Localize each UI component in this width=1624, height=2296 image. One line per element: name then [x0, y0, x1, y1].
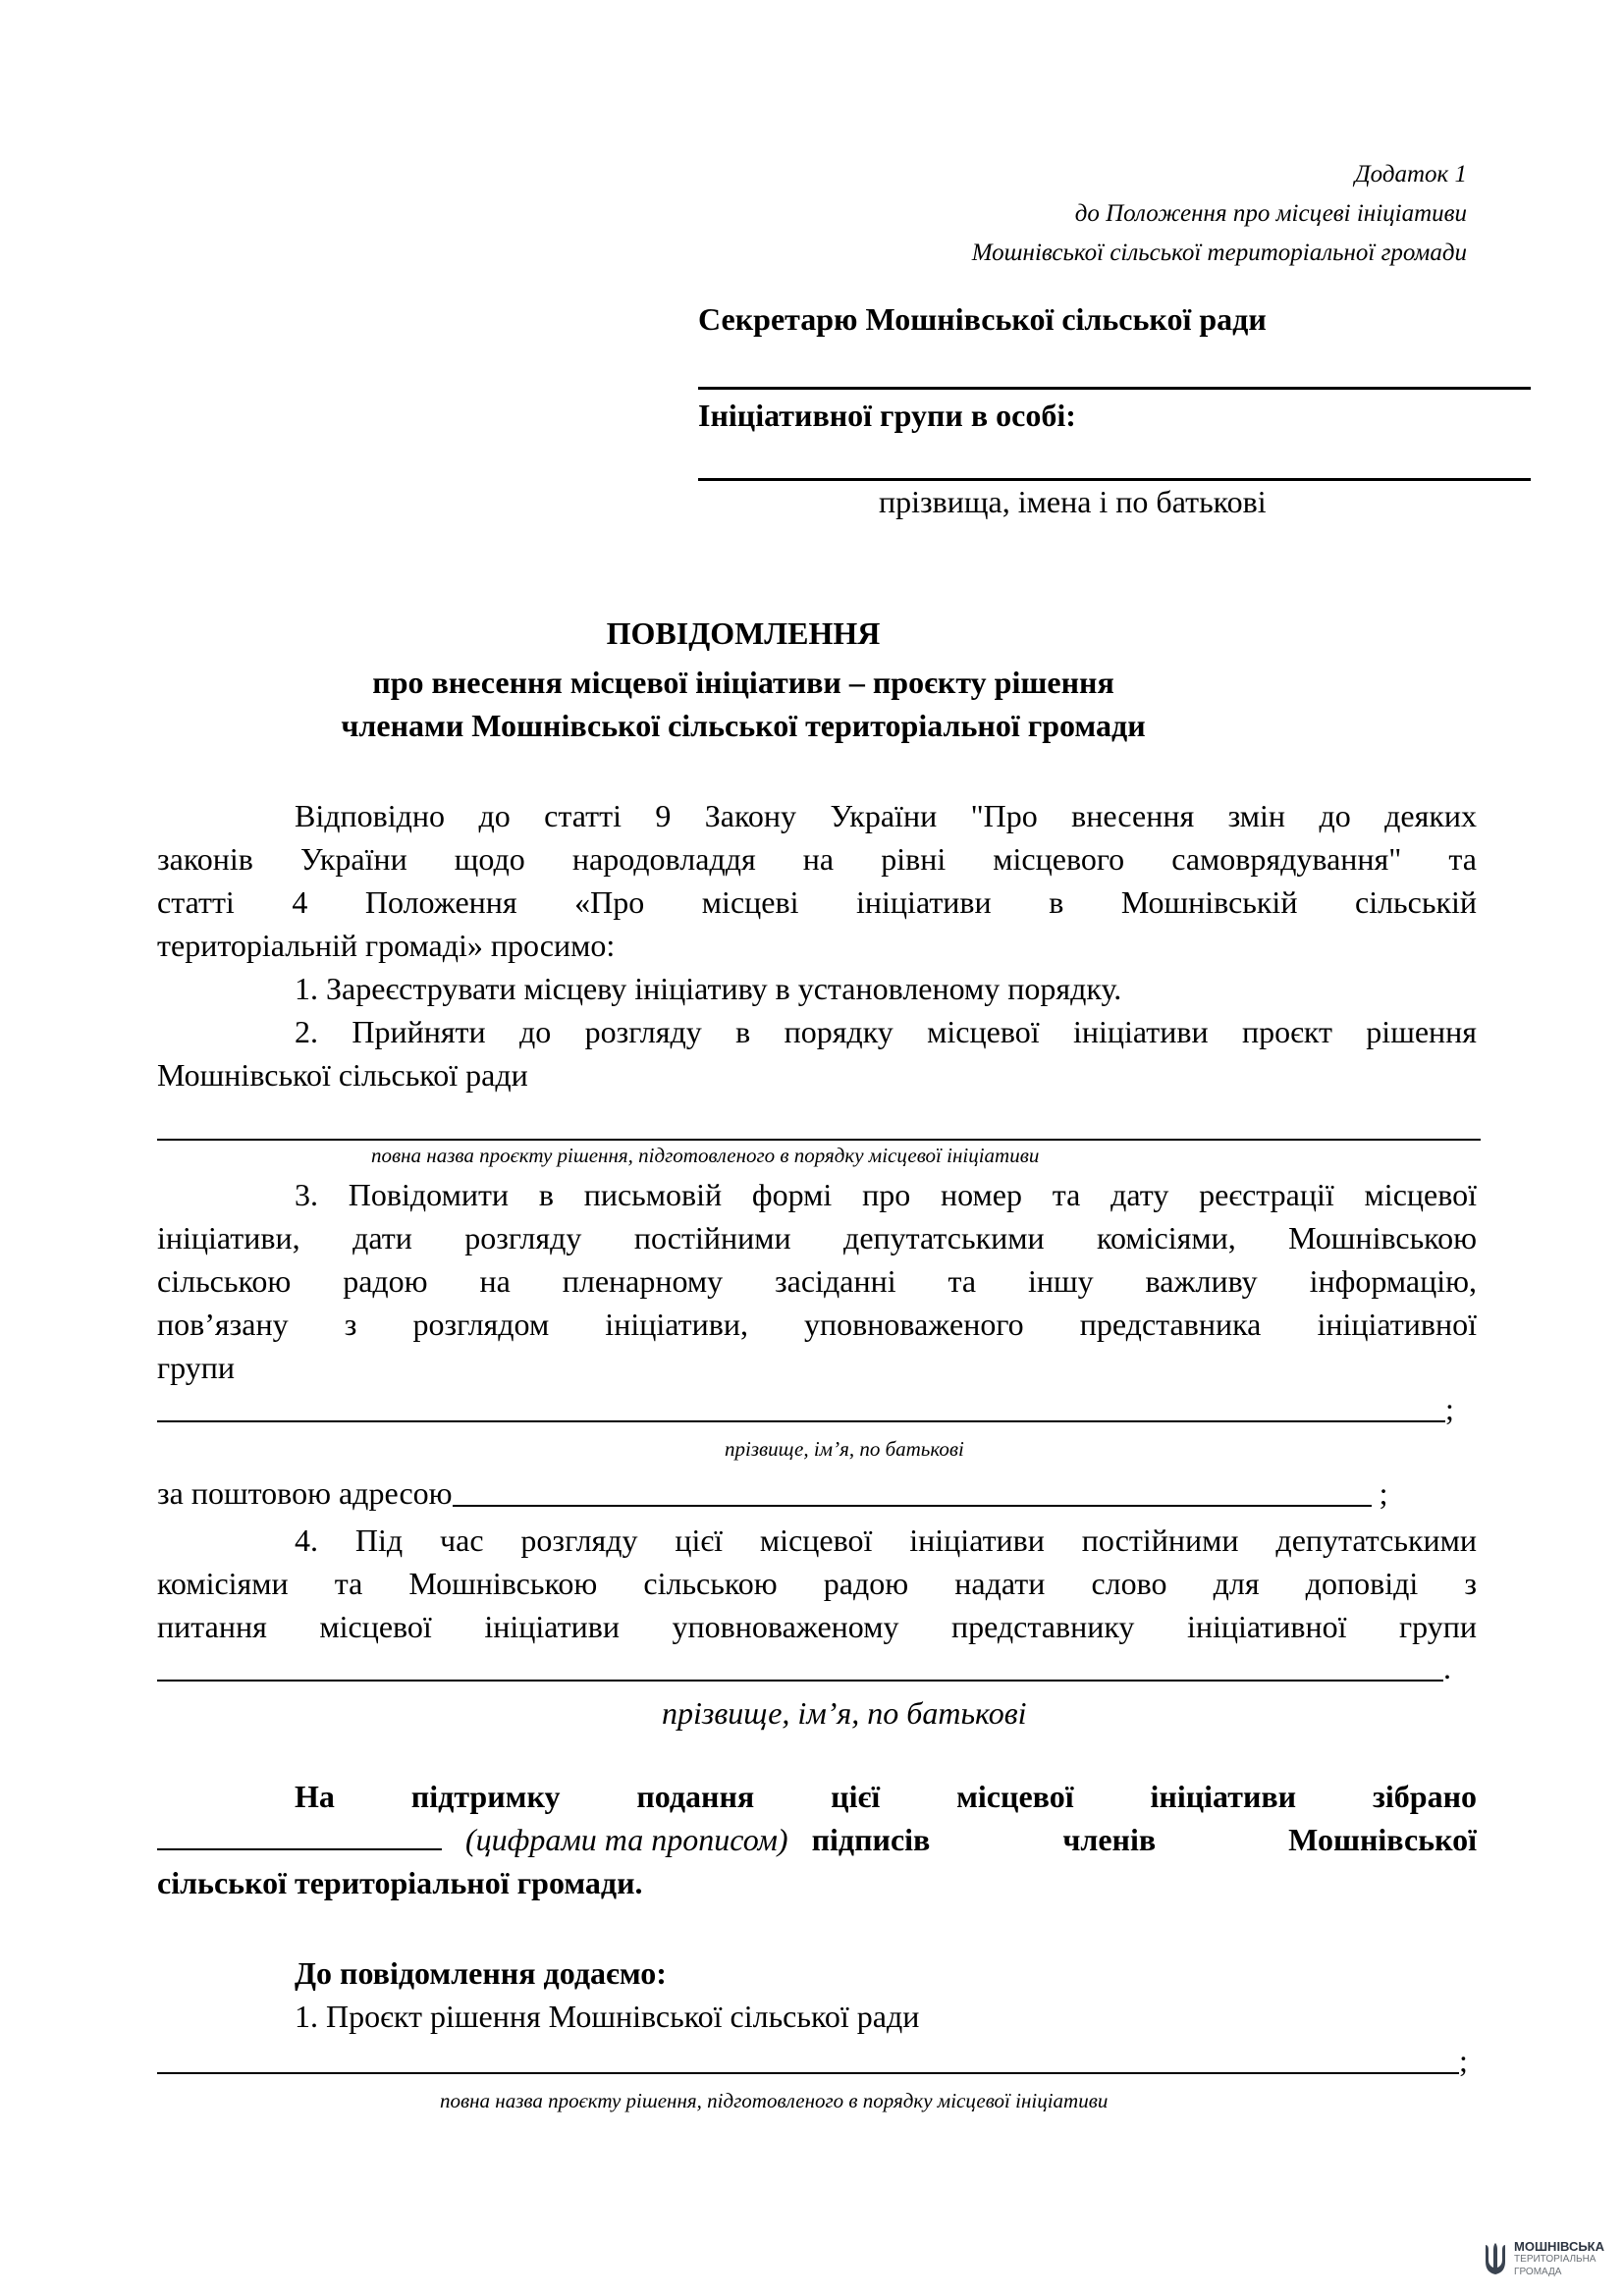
document-subtitle-2: членами Мошнівської сільської територіальної громади — [341, 708, 1146, 743]
item-1: 1. Зареєструвати місцеву ініціативу в установленому порядку. — [295, 971, 1122, 1006]
item-4-line-3: питання місцевої ініціативи уповноваженому представнику ініціативної групи — [157, 1609, 1477, 1644]
item-3-line-3: сільською радою на пленарному засіданні та іншу важливу інформацію, — [157, 1263, 1477, 1299]
support-line-2 — [157, 1818, 1477, 1861]
blank-line-representative — [157, 1387, 1445, 1422]
representative-name-row — [157, 1387, 1454, 1430]
representative-caption: прізвище, ім’я, по батькові — [725, 1437, 964, 1461]
intro-line-2: законів України щодо народовладдя на рівні місцевого самоврядування" та — [157, 841, 1477, 877]
blank-line-postal-address — [453, 1471, 1372, 1507]
item-3-line-5: групи — [157, 1350, 235, 1385]
blank-line-addressee — [698, 387, 1531, 390]
addendum-block — [972, 155, 1467, 273]
item-2-line-2: Мошнівської сільської ради — [157, 1057, 528, 1093]
document-subtitle-1: про внесення місцевої ініціативи – проєкту рішення — [372, 665, 1114, 700]
speaker-name-row — [157, 1646, 1451, 1689]
support-line-2-tail: підписів членів Мошнівської — [811, 1822, 1477, 1857]
attachment-item-1: 1. Проєкт рішення Мошнівської сільської ради — [295, 1999, 920, 2034]
attachment-draft-caption: повна назва проєкту рішення, підготовленого в порядку місцевої ініціативи — [440, 2089, 1109, 2112]
addendum-line-3: Мошнівської сільської територіальної громади — [971, 240, 1467, 266]
logo-line-1: МОШНІВСЬКА — [1514, 2239, 1604, 2254]
addendum-line-2: до Положення про місцеві ініціативи — [1074, 200, 1467, 227]
postal-address-label: за поштовою адресою — [157, 1475, 453, 1511]
semicolon: ; — [1459, 2043, 1468, 2078]
attachment-draft-row — [157, 2039, 1468, 2082]
addendum-line-1: Додаток 1 — [1354, 161, 1467, 187]
count-format-hint: (цифрами та прописом) — [465, 1822, 788, 1857]
initiative-group-label: Ініціативної групи в особі: — [698, 398, 1076, 433]
blank-line-draft-title — [157, 1139, 1481, 1141]
blank-line-signature-count — [157, 1819, 442, 1850]
item-2-line-1: 2. Прийняти до розгляду в порядку місцевої ініціативи проєкт рішення — [295, 1014, 1477, 1049]
period: . — [1443, 1650, 1451, 1685]
support-line-1: На підтримку подання цієї місцевої ініціативи зібрано — [295, 1779, 1477, 1814]
item-3-line-1: 3. Повідомити в письмовій формі про номер та дату реєстрації місцевої — [295, 1177, 1477, 1212]
semicolon: ; — [1379, 1475, 1388, 1511]
document-title: ПОВІДОМЛЕННЯ — [606, 615, 881, 651]
speaker-caption: прізвище, ім’я, по батькові — [662, 1695, 1027, 1731]
intro-line-4: територіальній громаді» просимо: — [157, 928, 616, 963]
blank-line-speaker — [157, 1646, 1443, 1682]
draft-title-caption: повна назва проєкту рішення, підготовленого в порядку місцевої ініціативи — [371, 1144, 1040, 1167]
logo-line-2: ТЕРИТОРІАЛЬНА — [1514, 2254, 1597, 2265]
item-3-line-4: пов’язану з розглядом ініціативи, уповноваженого представника ініціативної — [157, 1307, 1477, 1342]
support-line-3: сільської територіальної громади. — [157, 1865, 643, 1900]
item-4-line-1: 4. Під час розгляду цієї місцевої ініціативи постійними депутатськими — [295, 1522, 1477, 1558]
community-logo — [1483, 2240, 1604, 2278]
trident-icon — [1483, 2242, 1508, 2277]
addressee: Секретарю Мошнівської сільської ради — [698, 301, 1267, 337]
intro-line-3: статті 4 Положення «Про місцеві ініціативи в Мошнівській сільській — [157, 884, 1477, 920]
attachments-heading: До повідомлення додаємо: — [295, 1955, 667, 1991]
semicolon: ; — [1445, 1391, 1454, 1426]
blank-line-group — [698, 478, 1531, 481]
item-4-line-2: комісіями та Мошнівською сільською радою надати слово для доповіді з — [157, 1566, 1477, 1601]
item-3-line-2: ініціативи, дати розгляду постійними депутатськими комісіями, Мошнівською — [157, 1220, 1477, 1255]
blank-line-attachment-draft — [157, 2039, 1459, 2074]
intro-line-1: Відповідно до статті 9 Закону України "Про внесення змін до деяких — [295, 798, 1477, 833]
logo-line-3: ГРОМАДА — [1514, 2267, 1562, 2277]
postal-address-row — [157, 1471, 1387, 1515]
names-caption: прізвища, імена і по батькові — [879, 484, 1267, 519]
